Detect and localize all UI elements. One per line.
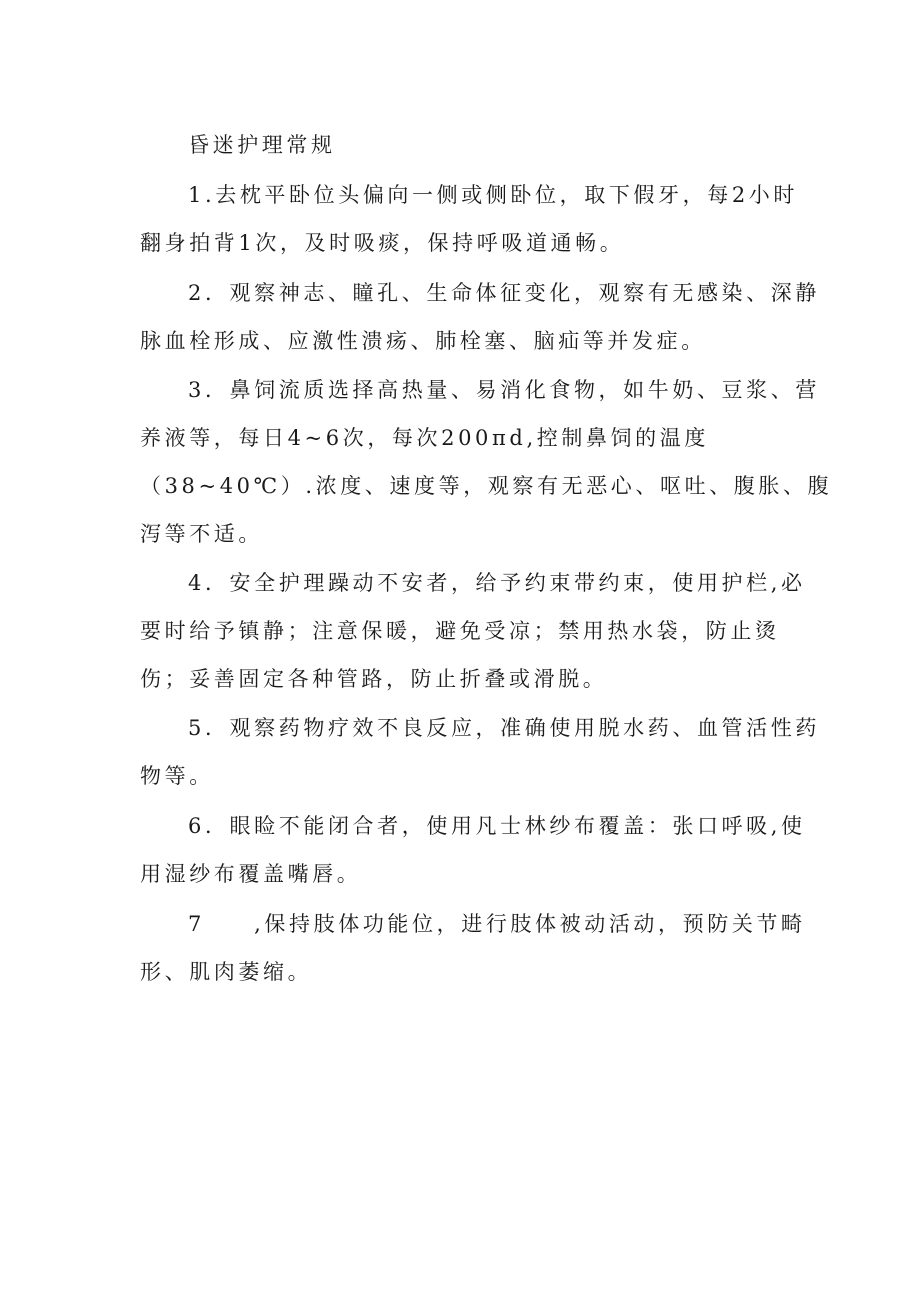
paragraph-4-line-2: 要时给予镇静；注意保暖，避免受凉；禁用热水袋，防止烫 bbox=[140, 619, 780, 643]
paragraph-6-line-2: 用湿纱布覆盖嘴唇。 bbox=[140, 862, 362, 886]
paragraph-3-line-4: 泻等不适。 bbox=[140, 522, 263, 546]
paragraph-5-line-2: 物等。 bbox=[140, 764, 214, 788]
paragraph-2-line-2: 脉血栓形成、应激性溃疡、肺栓塞、脑疝等并发症。 bbox=[140, 329, 706, 353]
paragraph-4-line-3: 伤；妥善固定各种管路，防止折叠或滑脱。 bbox=[140, 667, 608, 691]
paragraph-4-line-1: 4．安全护理躁动不安者，给予约束带约束，使用护栏,必 bbox=[188, 571, 806, 595]
paragraph-1-line-2: 翻身拍背1次，及时吸痰，保持呼吸道通畅。 bbox=[140, 231, 625, 255]
paragraph-7-line-1: 7 ,保持肢体功能位，进行肢体被动活动，预防关节畸 bbox=[188, 912, 806, 936]
paragraph-3-line-2: 养液等，每日4~6次，每次200πd,控制鼻饲的温度 bbox=[140, 426, 709, 450]
paragraph-3-line-1: 3．鼻饲流质选择高热量、易消化食物，如牛奶、豆浆、营 bbox=[188, 378, 820, 402]
paragraph-1-line-1: 1.去枕平卧位头偏向一侧或侧卧位，取下假牙，每2小时 bbox=[188, 183, 798, 207]
paragraph-7-line-2: 形、肌肉萎缩。 bbox=[140, 960, 313, 984]
paragraph-5-line-1: 5．观察药物疗效不良反应，准确使用脱水药、血管活性药 bbox=[188, 716, 820, 740]
paragraph-6-line-1: 6．眼睑不能闭合者，使用凡士林纱布覆盖：张口呼吸,使 bbox=[188, 814, 806, 838]
paragraph-3-line-3: （38~40℃）.浓度、速度等，观察有无恶心、呕吐、腹胀、腹 bbox=[140, 474, 833, 498]
document-title: 昏迷护理常规 bbox=[188, 133, 336, 157]
paragraph-2-line-1: 2．观察神志、瞳孔、生命体征变化，观察有无感染、深静 bbox=[188, 281, 820, 305]
